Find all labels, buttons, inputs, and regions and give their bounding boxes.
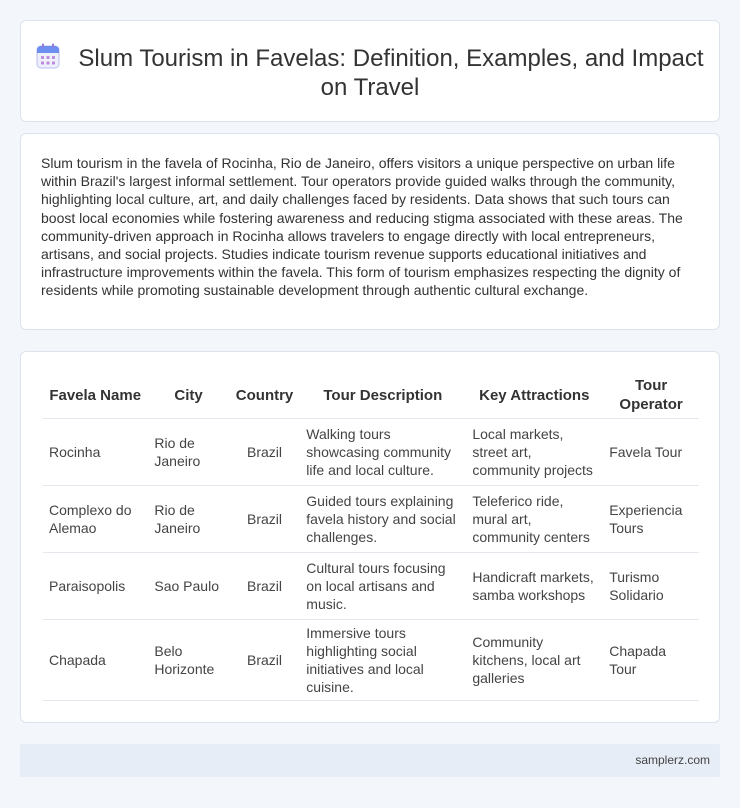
table-cell: Immersive tours highlighting social initiatives and local cuisine. [300,620,466,701]
column-header: Tour Operator [603,372,699,419]
page-title [21,43,719,102]
title-card [20,20,720,122]
table-row [43,620,699,701]
table-cell: Community kitchens, local art galleries [466,620,603,701]
table-row [43,486,699,553]
table-cell: Rio de Janeiro [148,486,229,553]
footer-site-link[interactable]: samplerz.com [635,753,710,767]
table-cell: Complexo do Alemao [43,486,148,553]
table-cell: Favela Tour [603,419,699,486]
table-cell: Brazil [229,486,300,553]
table-row [43,419,699,486]
calendar-icon [36,43,60,69]
footer-bar [20,744,720,777]
table-card [20,351,720,723]
table-cell: Belo Horizonte [148,620,229,701]
table-cell: Experiencia Tours [603,486,699,553]
table-cell: Rio de Janeiro [148,419,229,486]
table-cell: Chapada [43,620,148,701]
table-header-row [43,372,699,419]
table-cell: Local markets, street art, community projects [466,419,603,486]
table-cell: Brazil [229,419,300,486]
table-cell: Paraisopolis [43,553,148,620]
table-cell: Brazil [229,620,300,701]
column-header: City [148,372,229,419]
column-header: Country [229,372,300,419]
page-title-text: Slum Tourism in Favelas: Definition, Examples, and Impact on Travel [78,45,704,101]
column-header: Favela Name [43,372,148,419]
column-header: Tour Description [300,372,466,419]
table-cell: Cultural tours focusing on local artisans and music. [300,553,466,620]
table-cell: Sao Paulo [148,553,229,620]
table-cell: Chapada Tour [603,620,699,701]
table-cell: Brazil [229,553,300,620]
intro-card [20,133,720,330]
column-header: Key Attractions [466,372,603,419]
table-cell: Walking tours showcasing community life and local culture. [300,419,466,486]
intro-paragraph: Slum tourism in the favela of Rocinha, Rio de Janeiro, offers visitors a unique perspective on urban life within Brazil's largest informal settlement. Tour operators provide guided walks through the community, highlighting local culture, art, and daily challenges faced by residents. Data shows that such tours can boost local economies while fostering awareness and reducing stigma associated with these areas. The community-driven approach in Rocinha allows travelers to engage directly with local entrepreneurs, artisans, and social projects. Studies indicate tourism revenue supports educational initiatives and infrastructure improvements within the favela. This form of tourism emphasizes respecting the dignity of residents while promoting sustainable development through authentic cultural exchange. [41,155,683,299]
table-cell: Turismo Solidario [603,553,699,620]
table-cell: Rocinha [43,419,148,486]
table-cell: Guided tours explaining favela history and social challenges. [300,486,466,553]
table-row [43,553,699,620]
favela-tours-table [43,372,699,701]
table-cell: Teleferico ride, mural art, community centers [466,486,603,553]
table-cell: Handicraft markets, samba workshops [466,553,603,620]
